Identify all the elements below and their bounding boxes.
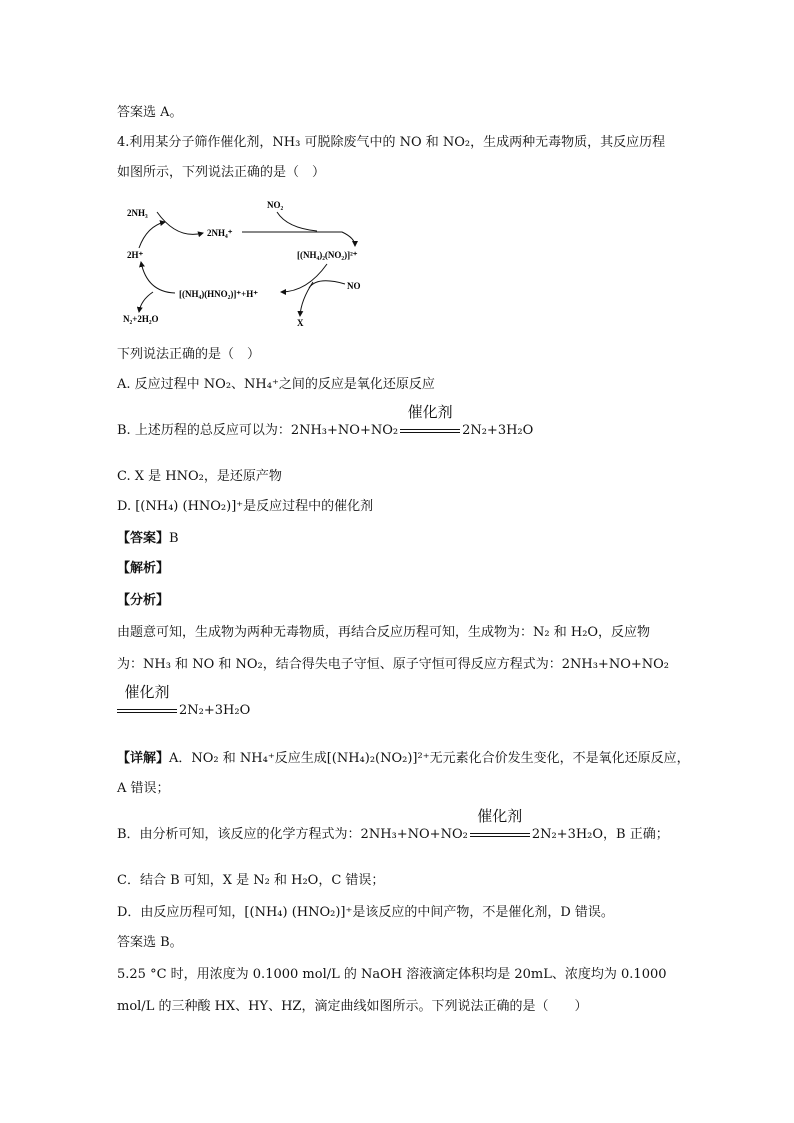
analysis-rhs: 2N₂+3H₂O: [179, 703, 251, 718]
analysis-line1: 由题意可知，生成物为两种无毒物质，再结合反应历程可知，生成物为：N₂ 和 H₂O，反应物: [117, 625, 651, 640]
jiexi-tag: 【解析】: [117, 561, 170, 576]
detail-b-lhs: B．由分析可知，该反应的化学方程式为：2NH₃+NO+NO₂: [117, 827, 468, 842]
question-4-stem-line2: 如图所示，下列说法正确的是（ ）: [117, 165, 326, 180]
label-2h: 2H⁺: [127, 250, 144, 260]
option-c: C. X 是 HNO₂，是还原产物: [117, 469, 282, 484]
label-complex: [(NH₄)₂(NO₂)]²⁺: [297, 250, 358, 260]
detail-a-line1: [117, 750, 690, 768]
arrow-no-in: [309, 281, 345, 288]
option-a: A. 反应过程中 NO₂、NH₄⁺之间的反应是氧化还原反应: [117, 377, 435, 392]
label-2nh4: 2NH₄⁺: [207, 228, 233, 238]
label-x: X: [297, 318, 304, 328]
option-b-lhs: B. 上述历程的总反应可以为：2NH₃+NO+NO₂: [117, 423, 399, 438]
label-products: N₂+2H₂O: [123, 314, 159, 324]
arrow-nh4-to-complex: [242, 232, 355, 246]
analysis-equation: [117, 683, 251, 720]
arrow-complex-to-intermediate: [281, 264, 327, 292]
catalyst-equals-sign: [400, 403, 460, 440]
answer-tag: 【答案】: [117, 531, 170, 546]
detail-b-rhs: 2N₂+3H₂O，B 正确；: [531, 827, 669, 842]
reaction-mechanism-diagram: [117, 200, 377, 335]
detail-b: [117, 807, 669, 844]
label-no2: NO₂: [267, 200, 284, 210]
catalyst-label: 催化剂: [407, 403, 453, 421]
arrow-h-to-cycle: [139, 222, 165, 248]
answer-line: [117, 530, 179, 548]
answer-b: 答案选 B。: [117, 935, 183, 950]
catalyst-equals-sign: [470, 807, 530, 844]
detail-c: C．结合 B 可知，X 是 N₂ 和 H₂O，C 错误；: [117, 873, 385, 888]
label-intermediate: [(NH₄)(HNO₂)]⁺+H⁺: [179, 289, 259, 299]
question-4-stem-line1: 4.利用某分子筛作催化剂，NH₃ 可脱除废气中的 NO 和 NO₂，生成两种无毒物质，其反应历程: [117, 135, 666, 150]
arrow-no2-in: [277, 212, 317, 231]
catalyst-label: 催化剂: [124, 683, 170, 701]
analysis-line2: 为：NH₃ 和 NO 和 NO₂，结合得失电子守恒、原子守恒可得反应方程式为：2NH₃+NO+NO₂: [117, 657, 669, 672]
previous-answer: 答案选 A。: [117, 105, 183, 120]
question-4-ask: 下列说法正确的是（ ）: [117, 347, 261, 362]
question-5-line1: 5.25 °C 时，用浓度为 0.1000 mol/L 的 NaOH 溶液滴定体积均是 20mL、浓度均为 0.1000: [117, 967, 667, 982]
answer-value: B: [169, 531, 179, 546]
detail-a-line2: A 错误；: [117, 781, 170, 796]
arrow-products-out: [139, 292, 153, 312]
arrow-intermediate-to-h: [141, 262, 175, 293]
option-b: [117, 403, 534, 440]
fenxi-tag: 【分析】: [117, 593, 170, 608]
arrow-nh3-to-nh4: [157, 212, 203, 234]
label-2nh3: 2NH₃: [127, 208, 148, 218]
detail-tag: 【详解】: [117, 751, 170, 766]
option-b-rhs: 2N₂+3H₂O: [462, 423, 534, 438]
question-5-line2: mol/L 的三种酸 HX、HY、HZ，滴定曲线如图所示。下列说法正确的是（ ）: [117, 999, 588, 1014]
label-no: NO: [347, 281, 361, 291]
catalyst-equals-sign: [117, 683, 177, 720]
catalyst-label: 催化剂: [477, 807, 523, 825]
option-d: D. [(NH₄) (HNO₂)]⁺是反应过程中的催化剂: [117, 499, 374, 514]
detail-a-text: A．NO₂ 和 NH₄⁺反应生成[(NH₄)₂(NO₂)]²⁺无元素化合价发生变化，不是氧化还原反应，: [169, 751, 690, 766]
detail-d: D．由反应历程可知，[(NH₄) (HNO₂)]⁺是该反应的中间产物，不是催化剂，D 错误。: [117, 905, 614, 920]
